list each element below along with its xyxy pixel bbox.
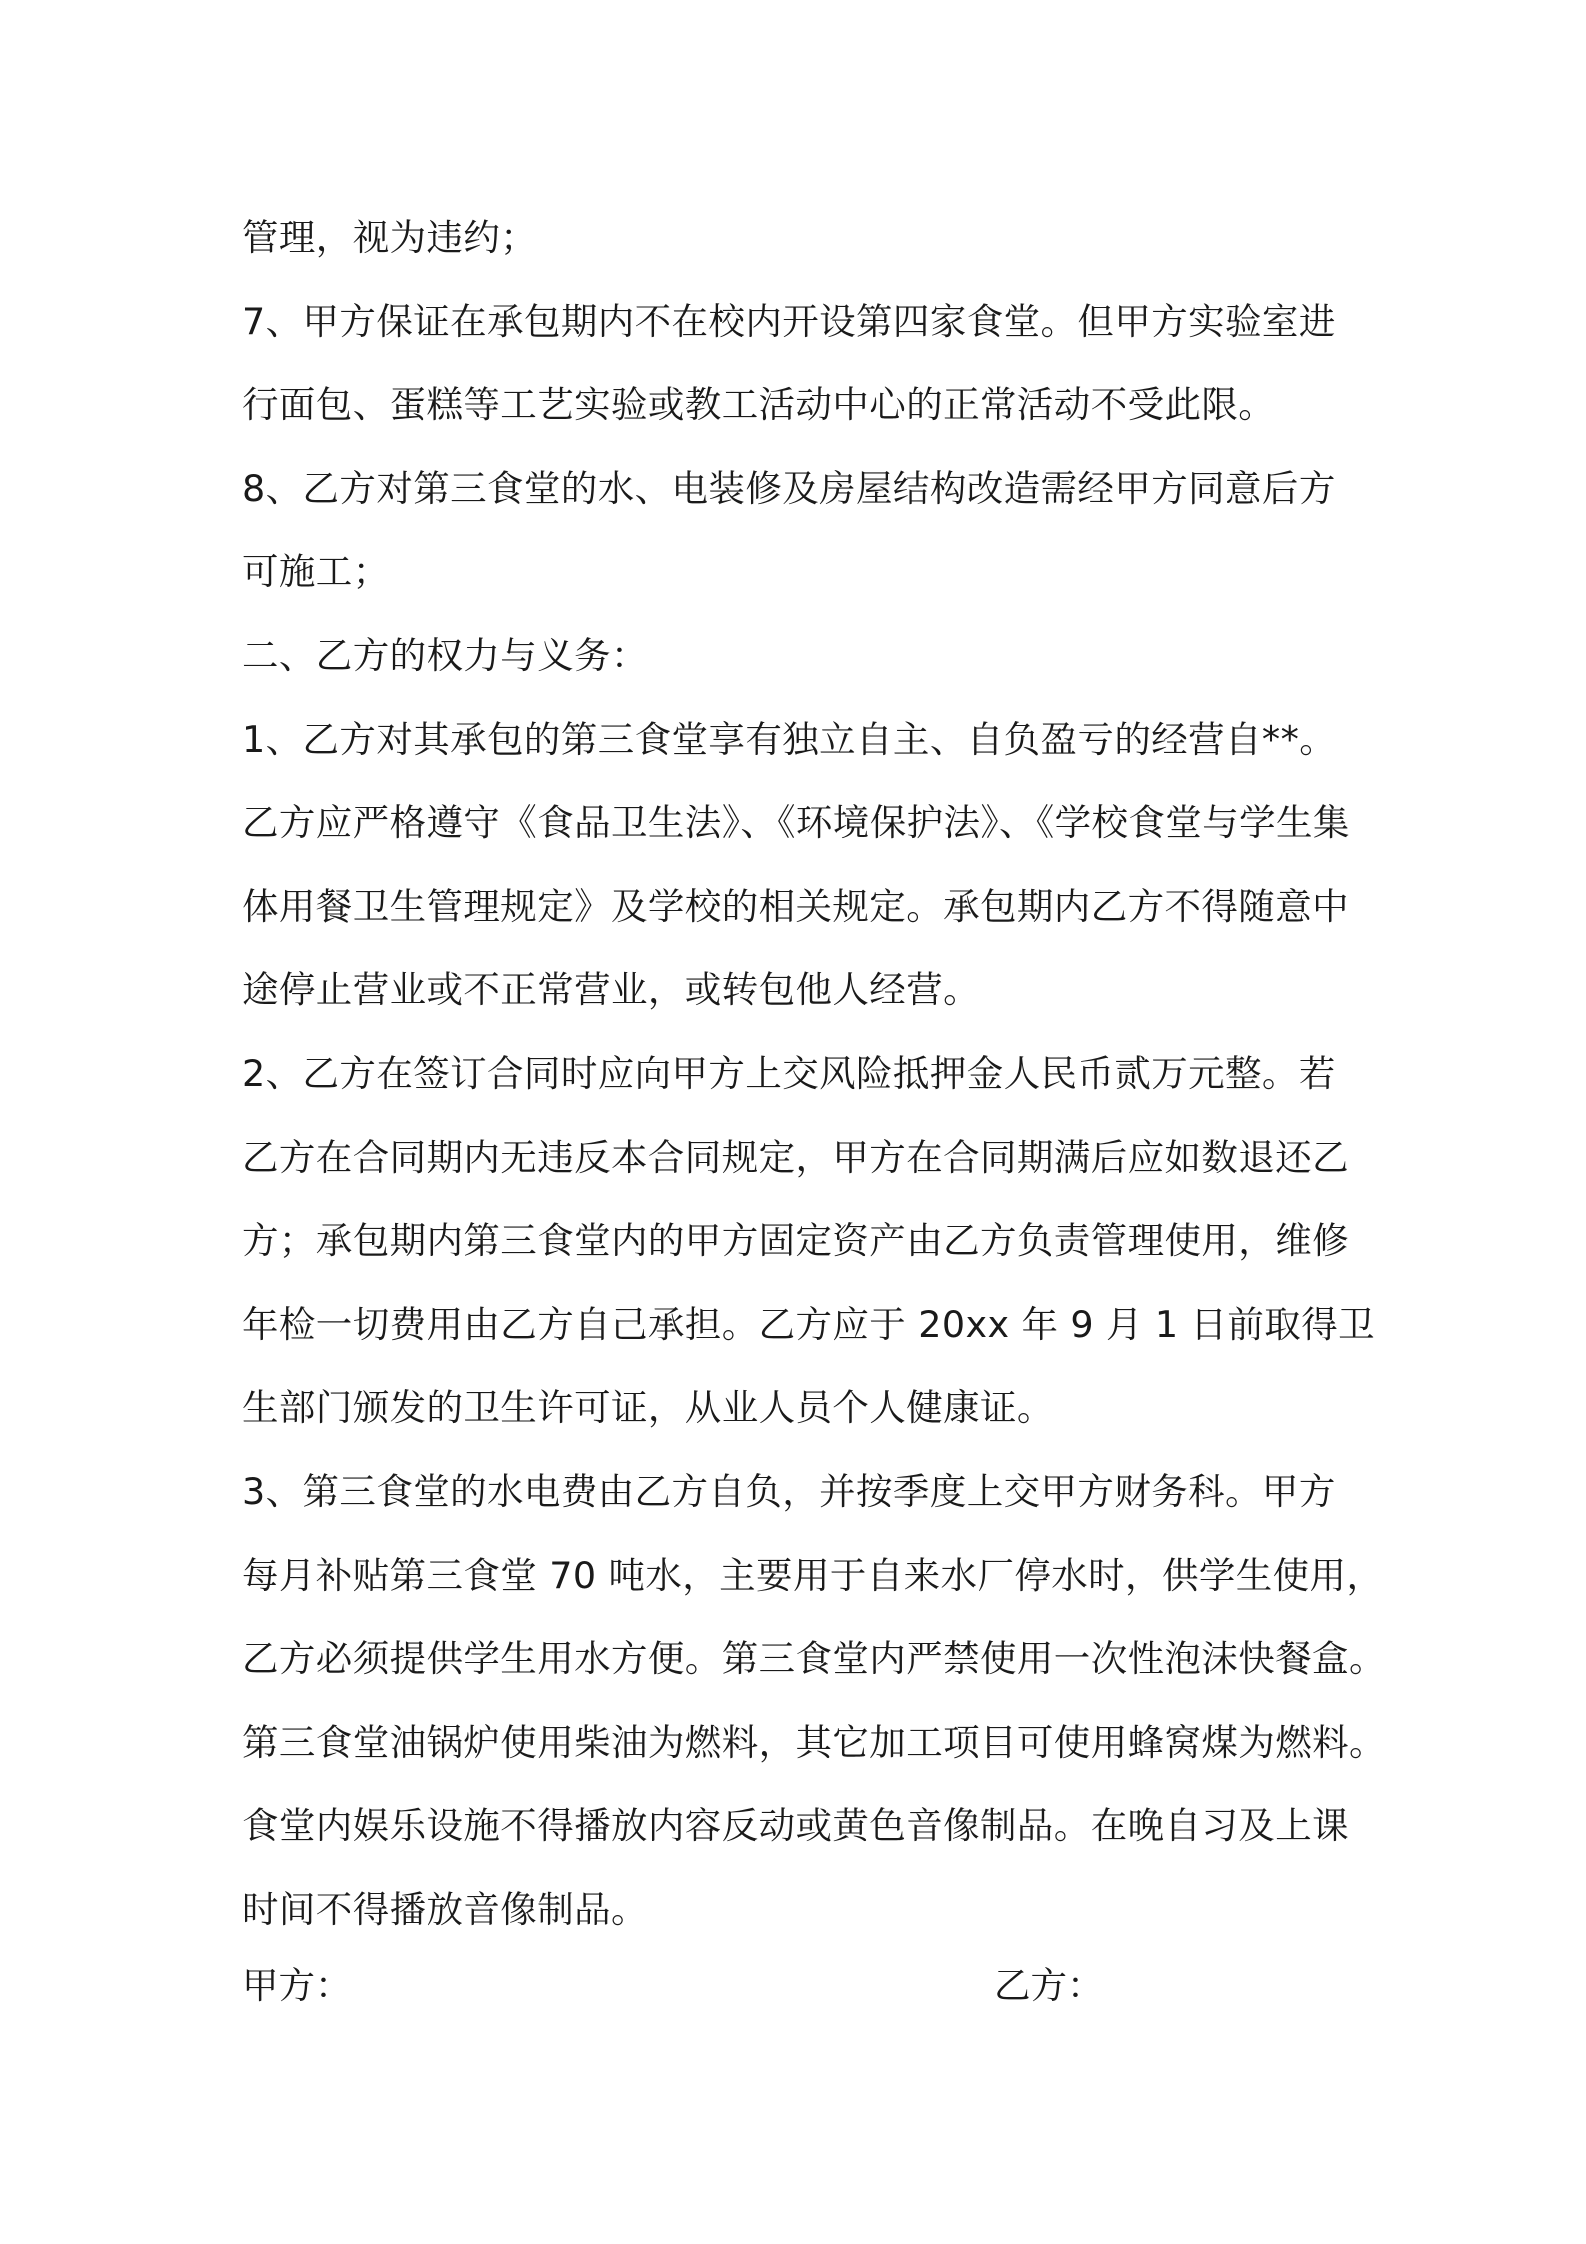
text-line: 方；承包期内第三食堂内的甲方固定资产由乙方负责管理使用，维修 bbox=[242, 1219, 1349, 1263]
section-heading: 二、乙方的权力与义务： bbox=[242, 633, 648, 677]
text-line: 体用餐卫生管理规定》及学校的相关规定。承包期内乙方不得随意中 bbox=[242, 884, 1349, 928]
text-line: 8、乙方对第三食堂的水、电装修及房屋结构改造需经甲方同意后方 bbox=[242, 466, 1336, 510]
text-line: 行面包、蛋糕等工艺实验或教工活动中心的正常活动不受此限。 bbox=[242, 383, 1276, 427]
text-line: 第三食堂油锅炉使用柴油为燃料，其它加工项目可使用蜂窝煤为燃料。 bbox=[242, 1720, 1386, 1764]
text-line: 每月补贴第三食堂 70 吨水，主要用于自来水厂停水时，供学生使用， bbox=[242, 1553, 1384, 1597]
text-line: 年检一切费用由乙方自己承担。乙方应于 20xx 年 9 月 1 日前取得卫 bbox=[242, 1302, 1376, 1346]
text-line: 乙方必须提供学生用水方便。第三食堂内严禁使用一次性泡沫快餐盒。 bbox=[242, 1637, 1386, 1681]
text-line: 途停止营业或不正常营业，或转包他人经营。 bbox=[242, 968, 980, 1012]
party-a-signature-label: 甲方： bbox=[242, 1964, 352, 2007]
text-line: 7、甲方保证在承包期内不在校内开设第四家食堂。但甲方实验室进 bbox=[242, 299, 1336, 343]
text-line: 1、乙方对其承包的第三食堂享有独立自主、自负盈亏的经营自**。 bbox=[242, 717, 1337, 761]
text-line: 2、乙方在签订合同时应向甲方上交风险抵押金人民币贰万元整。若 bbox=[242, 1051, 1336, 1095]
text-line: 时间不得播放音像制品。 bbox=[242, 1887, 648, 1931]
party-b-signature-label: 乙方： bbox=[994, 1964, 1104, 2007]
contract-body bbox=[242, 196, 1386, 1951]
text-line: 食堂内娱乐设施不得播放内容反动或黄色音像制品。在晚自习及上课 bbox=[242, 1804, 1349, 1848]
text-line: 乙方应严格遵守《食品卫生法》、《环境保护法》、《学校食堂与学生集 bbox=[242, 801, 1350, 845]
text-line: 可施工； bbox=[242, 550, 390, 594]
text-line: 生部门颁发的卫生许可证，从业人员个人健康证。 bbox=[242, 1386, 1054, 1430]
text-line: 乙方在合同期内无违反本合同规定，甲方在合同期满后应如数退还乙 bbox=[242, 1135, 1349, 1179]
text-line: 3、第三食堂的水电费由乙方自负，并按季度上交甲方财务科。甲方 bbox=[242, 1469, 1336, 1513]
text-line: 管理，视为违约； bbox=[242, 216, 538, 259]
signature-row bbox=[242, 1944, 1382, 2028]
